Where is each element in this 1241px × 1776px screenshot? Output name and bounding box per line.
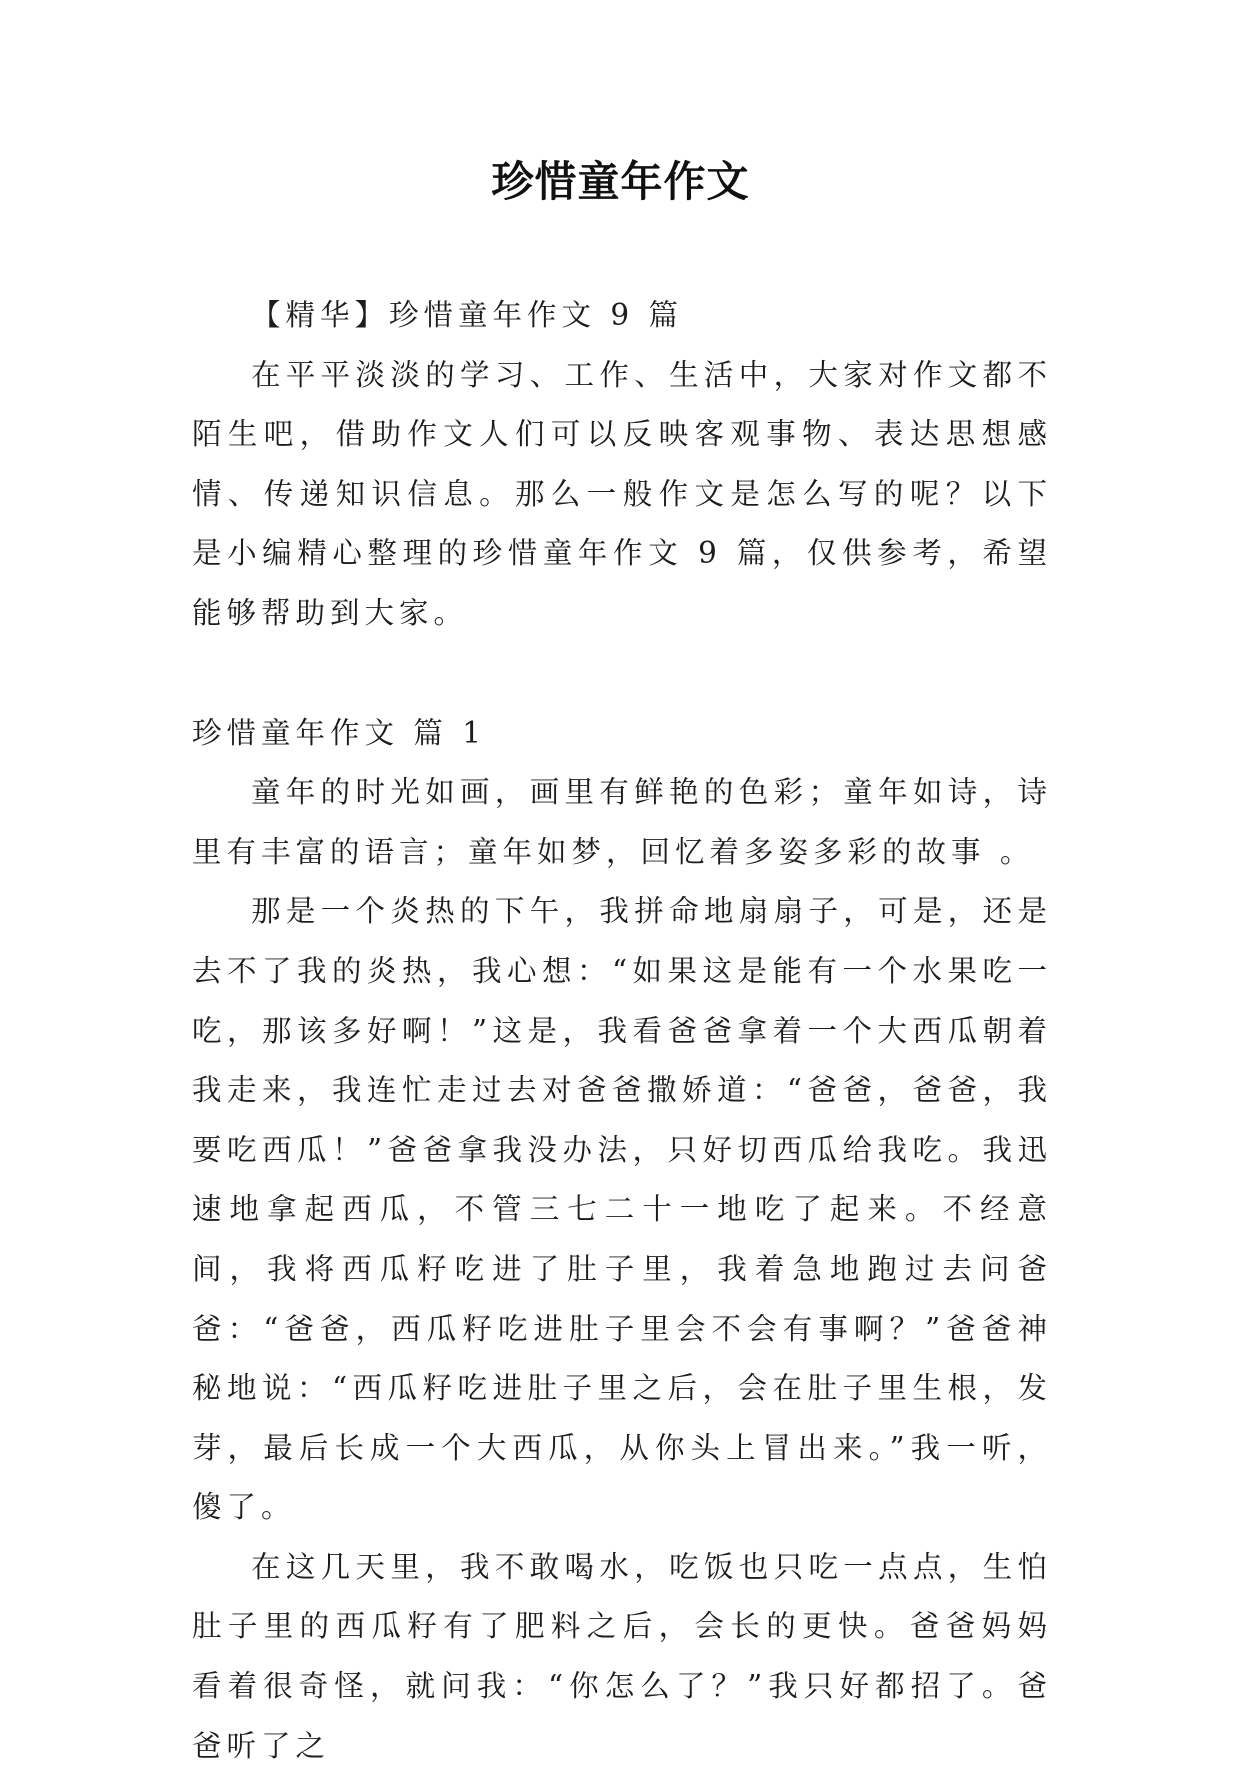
document-title: 珍惜童年作文	[491, 157, 750, 206]
section-spacer	[192, 644, 1052, 704]
intro-heading: 【精华】珍惜童年作文 9 篇	[251, 298, 684, 332]
section-heading: 珍惜童年作文 篇 1	[192, 715, 487, 750]
body-paragraph: 那是一个炎热的下午，我拼命地扇扇子，可是，还是去不了我的炎热，我心想：“如果这是能有一个水果吃一吃，那该多好啊！”这是，我看爸爸拿着一个大西瓜朝着我走来，我连忙走过去对爸爸撒娇道：“爸爸，爸爸，我要吃西瓜！”爸爸拿我没办法，只好切西瓜给我吃。我迅速地拿起西瓜，不管三七二十一地吃了起来。不经意间，我将西瓜籽吃进了肚子里，我着急地跑过去问爸爸：“爸爸，西瓜籽吃进肚子里会不会有事啊？”爸爸神秘地说：“西瓜籽吃进肚子里之后，会在肚子里生根，发芽，最后长成一个大西瓜，从你头上冒出来。”我一听，傻了。	[192, 894, 1052, 1525]
intro-paragraph: 在平平淡淡的学习、工作、生活中，大家对作文都不陌生吧，借助作文人们可以反映客观事物、表达思想感情、传递知识信息。那么一般作文是怎么写的呢？以下是小编精心整理的珍惜童年作文 9 篇，仅供参考，希望能够帮助到大家。	[192, 357, 1052, 630]
body-paragraph: 童年的时光如画，画里有鲜艳的色彩；童年如诗，诗里有丰富的语言；童年如梦，回忆着多姿多彩的故事 。	[192, 775, 1052, 869]
body-paragraph: 在这几天里，我不敢喝水，吃饭也只吃一点点，生怕肚子里的西瓜籽有了肥料之后，会长的更快。爸爸妈妈看着很奇怪，就问我：“你怎么了？”我只好都招了。爸爸听了之	[192, 1549, 1052, 1763]
document-body	[192, 286, 1052, 1776]
